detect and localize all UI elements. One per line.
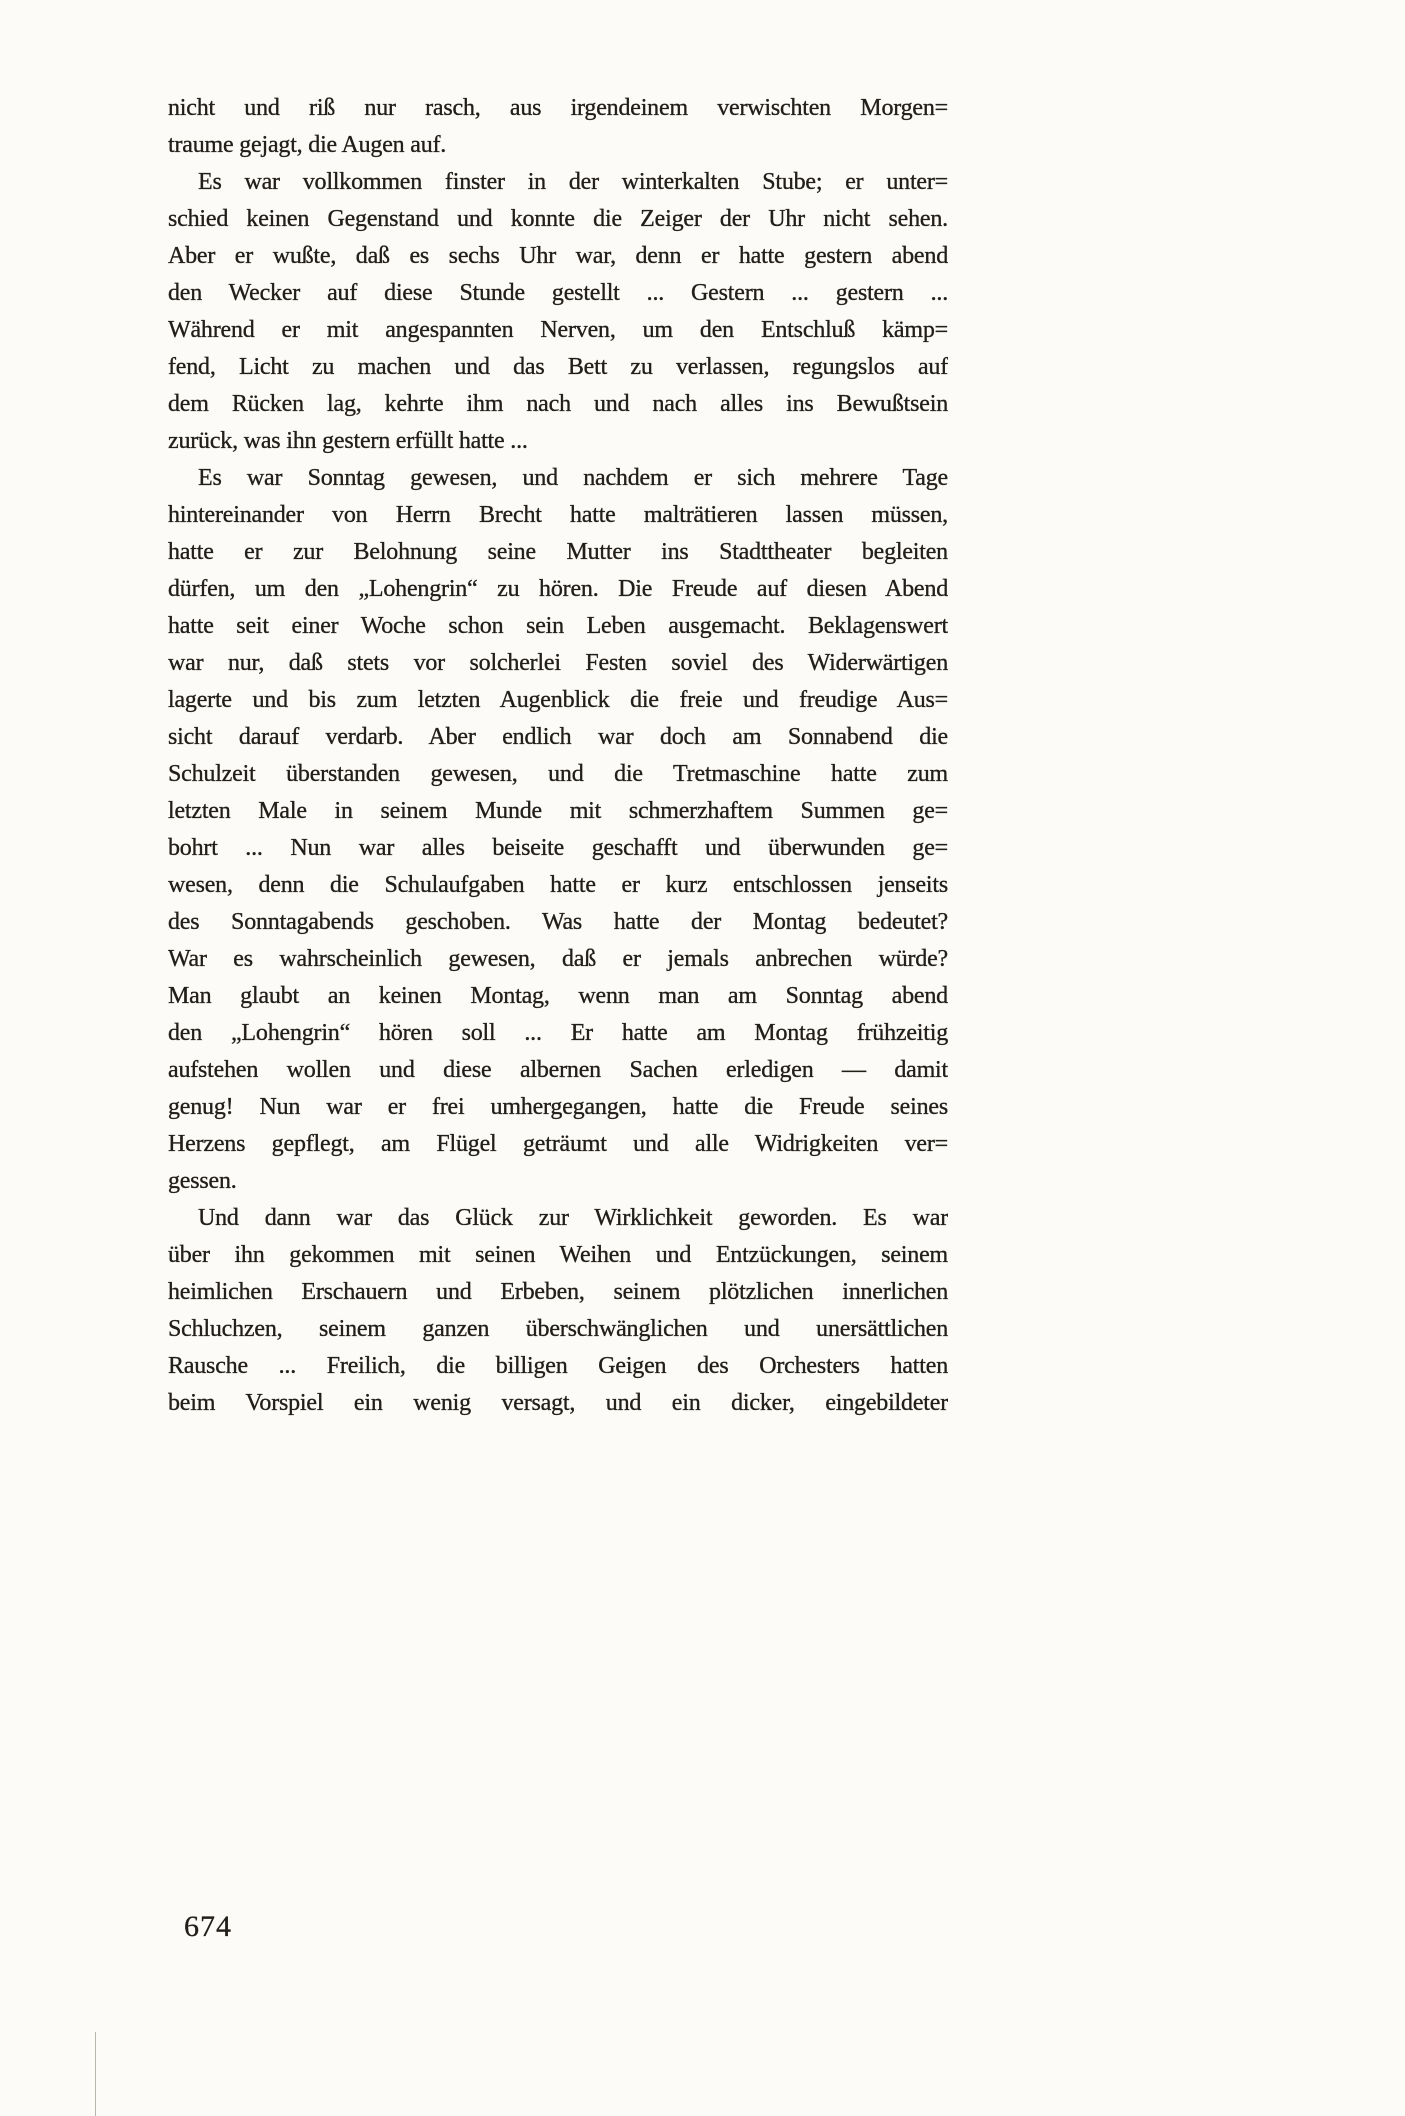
text-line: gessen. bbox=[168, 1168, 237, 1194]
text-block bbox=[168, 90, 948, 1422]
text-line: War es wahrscheinlich gewesen, daß er jemals anbrechen würde? bbox=[168, 946, 948, 972]
text-line: Man glaubt an keinen Montag, wenn man am Sonntag abend bbox=[168, 983, 948, 1009]
text-line: Und dann war das Glück zur Wirklichkeit geworden. Es war bbox=[198, 1205, 948, 1231]
text-line: dürfen, um den „Lohengrin“ zu hören. Die Freude auf diesen Abend bbox=[168, 576, 948, 602]
text-line: fend, Licht zu machen und das Bett zu verlassen, regungslos auf bbox=[168, 354, 948, 380]
text-line: beim Vorspiel ein wenig versagt, und ein dicker, eingebildeter bbox=[168, 1390, 948, 1416]
text-line: Während er mit angespannten Nerven, um den Entschluß kämp= bbox=[168, 317, 948, 343]
text-line: letzten Male in seinem Munde mit schmerzhaftem Summen ge= bbox=[168, 798, 948, 824]
text-line: den „Lohengrin“ hören soll ... Er hatte am Montag frühzeitig bbox=[168, 1020, 948, 1046]
text-line: Herzens gepflegt, am Flügel geträumt und alle Widrigkeiten ver= bbox=[168, 1131, 948, 1157]
text-line: nicht und riß nur rasch, aus irgendeinem verwischten Morgen= bbox=[168, 95, 948, 121]
text-line: bohrt ... Nun war alles beiseite geschafft und überwunden ge= bbox=[168, 835, 948, 861]
text-line: Es war vollkommen finster in der winterkalten Stube; er unter= bbox=[198, 169, 948, 195]
text-line: Aber er wußte, daß es sechs Uhr war, denn er hatte gestern abend bbox=[168, 243, 948, 269]
text-line: hatte seit einer Woche schon sein Leben ausgemacht. Beklagenswert bbox=[168, 613, 948, 639]
text-line: Es war Sonntag gewesen, und nachdem er sich mehrere Tage bbox=[198, 465, 948, 491]
text-line: Schulzeit überstanden gewesen, und die Tretmaschine hatte zum bbox=[168, 761, 948, 787]
text-line: Schluchzen, seinem ganzen überschwänglichen und unersättlichen bbox=[168, 1316, 948, 1342]
text-line: sicht darauf verdarb. Aber endlich war doch am Sonnabend die bbox=[168, 724, 948, 750]
text-line: zurück, was ihn gestern erfüllt hatte ... bbox=[168, 428, 528, 454]
text-line: dem Rücken lag, kehrte ihm nach und nach alles ins Bewußtsein bbox=[168, 391, 948, 417]
text-line: wesen, denn die Schulaufgaben hatte er kurz entschlossen jenseits bbox=[168, 872, 948, 898]
text-line: heimlichen Erschauern und Erbeben, seinem plötzlichen innerlichen bbox=[168, 1279, 948, 1305]
text-line: lagerte und bis zum letzten Augenblick die freie und freudige Aus= bbox=[168, 687, 948, 713]
text-line: hintereinander von Herrn Brecht hatte malträtieren lassen müssen, bbox=[168, 502, 948, 528]
text-line: aufstehen wollen und diese albernen Sachen erledigen — damit bbox=[168, 1057, 948, 1083]
text-line: traume gejagt, die Augen auf. bbox=[168, 132, 447, 158]
text-line: war nur, daß stets vor solcherlei Festen soviel des Widerwärtigen bbox=[168, 650, 948, 676]
text-line: genug! Nun war er frei umhergegangen, hatte die Freude seines bbox=[168, 1094, 948, 1120]
text-line: Rausche ... Freilich, die billigen Geigen des Orchesters hatten bbox=[168, 1353, 948, 1379]
text-line: schied keinen Gegenstand und konnte die Zeiger der Uhr nicht sehen. bbox=[168, 206, 948, 232]
text-line: hatte er zur Belohnung seine Mutter ins Stadttheater begleiten bbox=[168, 539, 948, 565]
text-line: des Sonntagabends geschoben. Was hatte der Montag bedeutet? bbox=[168, 909, 948, 935]
scan-artifact-line bbox=[95, 2032, 96, 2116]
text-line: den Wecker auf diese Stunde gestellt ... Gestern ... gestern ... bbox=[168, 280, 948, 306]
text-line: über ihn gekommen mit seinen Weihen und Entzückungen, seinem bbox=[168, 1242, 948, 1268]
page-number: 674 bbox=[184, 1910, 232, 1943]
